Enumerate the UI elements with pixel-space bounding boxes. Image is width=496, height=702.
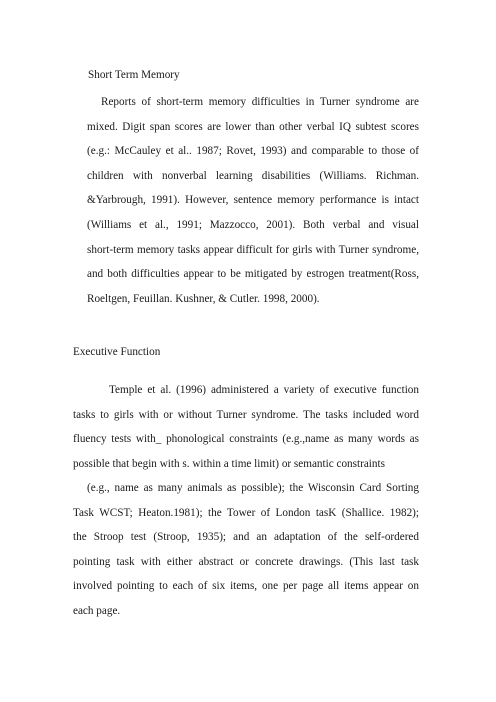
text-line: each page. [73,604,121,617]
text-line: tasks to girls with or without Turner syndrome. The tasks included word [73,408,419,421]
text-line: mixed. Digit span scores are lower than other verbal IQ subtest scores [87,120,419,133]
text-line: involved pointing to each of six items, one per page all items appear on [73,580,419,593]
text-line: Task WCST; Heaton.1981); the Tower of London tasK (Shallice. 1982); [73,506,419,519]
section-heading-short-term-memory: Short Term Memory [88,69,180,81]
text-line: (e.g., name as many animals as possible); the Wisconsin Card Sorting [87,482,419,494]
paragraph-short-term-memory [73,90,419,311]
text-line: possible that begin with s. within a time limit) or semantic constraints [73,457,385,470]
text-line: (e.g.: McCauley et al.. 1987; Rovet, 1993) and comparable to those of [87,145,419,158]
section-heading-executive-function: Executive Function [73,346,161,358]
text-line: pointing task with either abstract or concrete drawings. (This last task [73,555,419,568]
text-line: (Williams et al., 1991; Mazzocco, 2001). Both verbal and visual [87,218,419,231]
text-line: Reports of short-term memory difficulties in Turner syndrome are [101,96,419,108]
paragraph-executive-function-b [73,476,419,624]
text-line: Roeltgen, Feuillan. Kushner, & Cutler. 1998, 2000). [87,292,320,305]
paragraph-executive-function-a [73,378,419,476]
text-line: and both difficulties appear to be mitigated by estrogen treatment(Ross, [87,268,419,281]
text-line: Temple et al. (1996) administered a variety of executive function [109,384,419,396]
text-line: &Yarbrough, 1991). However, sentence memory performance is intact [87,194,419,207]
text-line: children with nonverbal learning disabilities (Williams. Richman. [87,169,419,182]
text-line: the Stroop test (Stroop, 1935); and an adaptation of the self-ordered [73,531,419,544]
text-line: short-term memory tasks appear difficult for girls with Turner syndrome, [87,243,419,256]
text-line: fluency tests with_ phonological constraints (e.g.,name as many words as [73,433,419,446]
